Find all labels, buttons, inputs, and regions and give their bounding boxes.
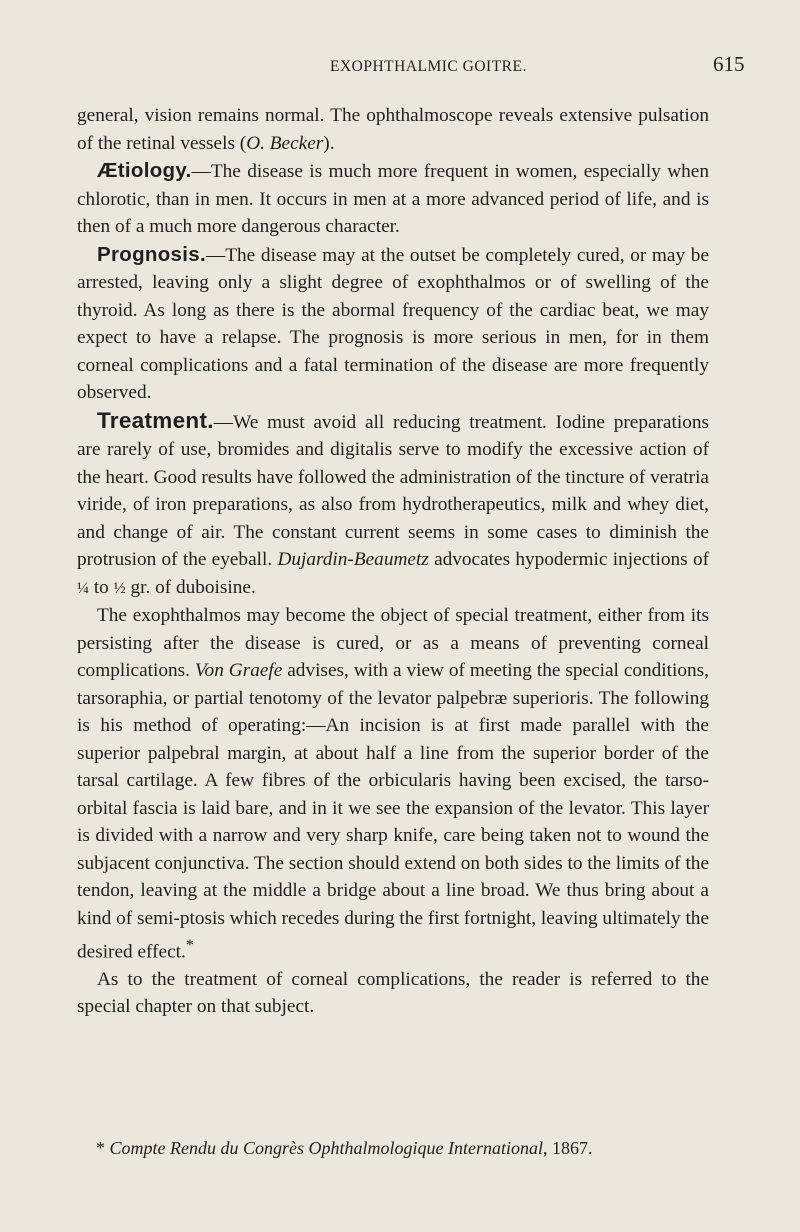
- fraction-quarter: ¼: [77, 579, 89, 597]
- paragraph-continuation: [77, 102, 709, 157]
- footnote-citation: Compte Rendu du Congrès Ophthalmologique International: [109, 1138, 543, 1158]
- running-title: EXOPHTHALMIC GOITRE.: [330, 58, 527, 75]
- author-von-graefe: Von Graefe: [194, 660, 283, 681]
- footnote-mark: *: [96, 1138, 105, 1158]
- paragraph-aetiology: [77, 157, 709, 241]
- paragraph-text: to: [89, 576, 114, 598]
- section-heading-aetiology: Ætiology.: [97, 159, 192, 182]
- paragraph-exophthalmos: [77, 602, 709, 966]
- paragraph-text: advocates hypodermic injections of: [428, 549, 710, 570]
- section-heading-prognosis: Prognosis.: [97, 242, 206, 266]
- fraction-half: ½: [113, 579, 126, 597]
- paragraph-text: advises, with a view of meeting the special conditions, tarsoraphia, or partial tenotomy of the levator palpebræ superioris. The following is his method of operating:—An incision is at first made parallel with the superior palpebral margin, at about half a line from the superior border of the tarsal cartilage. A few fibres of the orbicularis having been excised, the tarso-orbital fascia is laid bare, and in it we see the expansion of the levator. This layer is divided with a narrow and very sharp knife, care being taken not to wound the subjacent conjunctiva. The section should extend on both sides to the limits of the tendon, leaving at the middle a bridge about a line broad. We thus bring about a kind of semi-ptosis which recedes during the first fortnight, leaving ultimately the desired effect.: [77, 660, 709, 963]
- paragraph-text: The exophthalmos may become the object of special treatment, either from its persisting after the disease is cured, or as a means of preventing corneal complications.: [77, 605, 709, 681]
- author-dujardin-beaumetz: Dujardin-Beaumetz: [277, 549, 429, 570]
- paragraph-treatment: [77, 407, 709, 603]
- paragraph-text: ).: [323, 132, 335, 154]
- paragraph-corneal: [77, 966, 709, 1021]
- footnote: [96, 1138, 716, 1159]
- section-heading-treatment: Treatment.: [97, 407, 214, 433]
- paragraph-text: —We must avoid all reducing treatment. Iodine preparations are rarely of use, bromides and digitalis serve to modify the excessive action of the heart. Good results have followed the administration of the tincture of veratria viride, of iron preparations, as also from hydrotherapeutics, milk and whey diet, and change of air. The constant current seems in some cases to diminish the protrusion of the eyeball.: [77, 411, 709, 570]
- page-number: 615: [713, 52, 745, 76]
- paragraph-text: gr. of duboisine.: [125, 576, 256, 598]
- paragraph-text: —The disease is much more frequent in women, especially when chlorotic, than in men. It occurs in men at a more advanced period of life, and is then of a much more dangerous character.: [77, 161, 709, 237]
- paragraph-text: general, vision remains normal. The ophthalmoscope reveals extensive pulsation of the retinal vessels (: [77, 105, 709, 154]
- paragraph-text: —The disease may at the outset be completely cured, or may be arrested, leaving only a slight degree of exophthalmos or of swelling of the thyroid. As long as there is the abormal frequency of the cardiac beat, we may expect to have a relapse. The prognosis is more serious in men, for in them corneal complications and a fatal termination of the disease are more frequently observed.: [77, 244, 709, 403]
- footnote-year: , 1867.: [542, 1138, 593, 1158]
- citation-becker: O. Becker: [246, 132, 324, 154]
- paragraph-text: As to the treatment of corneal complications, the reader is referred to the special chapter on that subject.: [77, 968, 709, 1018]
- paragraph-prognosis: [77, 241, 709, 407]
- body-text: [77, 102, 709, 1021]
- footnote-reference: *: [185, 937, 194, 954]
